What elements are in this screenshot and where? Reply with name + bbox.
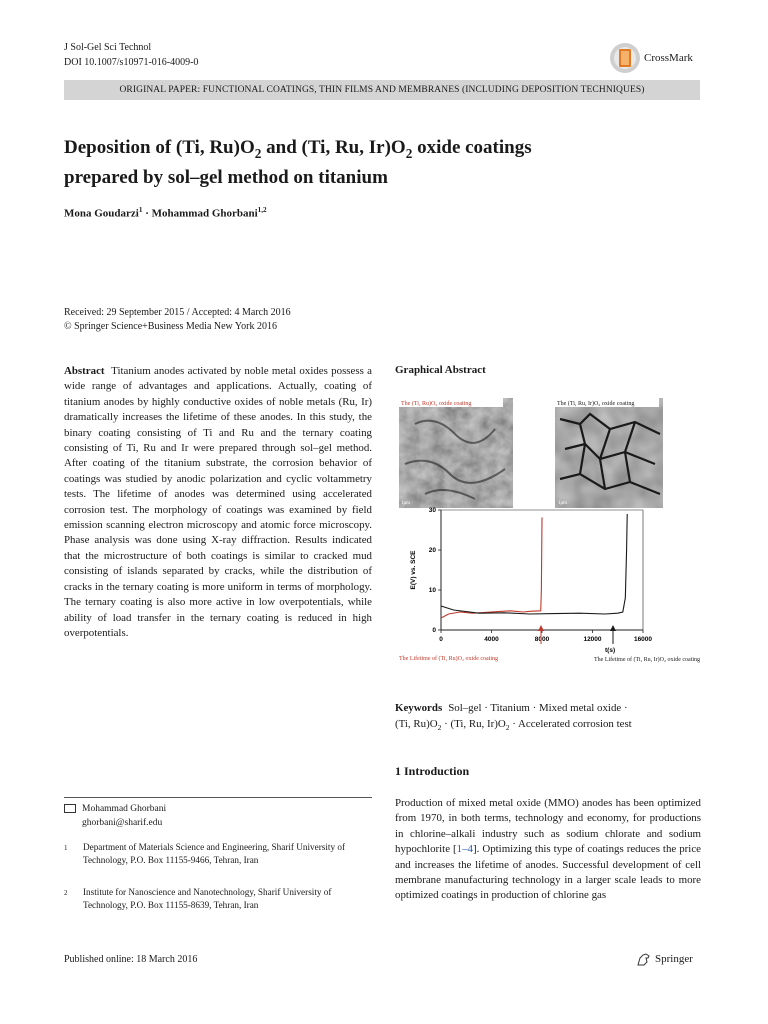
- affiliation-text: Institute for Nanoscience and Nanotechnology, Sharif University of Technology, P.O. Box 11155-8639, Tehran, Iran: [83, 887, 332, 910]
- footnote-divider: [64, 797, 372, 798]
- x-tick-label: 4000: [484, 636, 499, 643]
- sem-label-binary: The (Ti, Ru)O₂ oxide coating: [401, 401, 472, 407]
- caption-binary-lifetime: The Lifetime of (Ti, Ru)O₂ oxide coating: [399, 656, 499, 662]
- history-block: [64, 306, 291, 334]
- publisher-name: Springer: [655, 953, 693, 965]
- x-tick-label: 16000: [633, 636, 653, 643]
- series-line-2: [441, 514, 627, 614]
- y-tick-label: 10: [428, 587, 436, 594]
- author-name[interactable]: Mona Goudarzi: [64, 207, 139, 220]
- journal-name: J Sol-Gel Sci Technol: [64, 42, 152, 53]
- keywords-line2: (Ti, $Ru)O_2 \cdot (Ti$, Ru, $Ir)O_2$ · Accelerated corrosion test: [395, 718, 632, 733]
- lifetime-chart: [410, 507, 652, 654]
- graphical-abstract-title: Graphical Abstract: [395, 364, 486, 376]
- abstract-text: Titanium anodes activated by noble metal oxides possess a wide range of advantages and applications. Actually, coating of titanium anodes by highly conductive oxides of noble metals (Ru, Ir) dramatically increases the lifetime of these anodes. In this study, the binary coating consisting of Ti and Ru and the ternary coating consisting of Ti, Ru and Ir were prepared through sol–gel method. After coating of the titanium substrate, the corrosion behavior of coatings was studied by anodic polarization and cyclic voltammetry tests. The lifetime of anodes was determined using accelerated corrosion test. The morphology of coatings was examined by field emission scanning electron microscopy and atomic force microscopy. Phase analysis was done using X-ray diffraction. Results indicated that the microstructure of both coatings is similar to cracked mud consisting of islands separated by cracks, while the distribution of cracks in the ternary coating is more uniform in terms of morphology. The ternary coating is also more active in low overpotentials, while ability of load transfer in the ternary coating is reduced in high overpotentials.: [64, 365, 372, 639]
- graphical-abstract-svg: [395, 394, 715, 668]
- affiliation-text: Department of Materials Science and Engineering, Sharif University of Technology, P.O. Box 11155-9466, Tehran, Iran: [83, 842, 346, 865]
- crossmark-badge[interactable]: [609, 42, 693, 74]
- author-list: Mona Goudarzi$^1$ · Mohammad Ghorbani$^{1,2}$: [64, 206, 267, 220]
- corresponding-author: Mohammad Ghorbani: [82, 804, 167, 814]
- scale-bar-label: 1μm: [558, 501, 568, 506]
- affiliation-number: 1: [64, 844, 68, 852]
- scale-bar-label: 1μm: [401, 501, 411, 506]
- x-tick-label: 0: [439, 636, 443, 643]
- keywords-line1: Sol–gel · Titanium · Mixed metal oxide ·: [448, 702, 628, 714]
- series-line-1: [441, 518, 543, 618]
- springer-horse-icon: [636, 952, 652, 966]
- correspondence: [64, 802, 166, 830]
- graphical-abstract-figure: [395, 394, 715, 668]
- crossmark-label: CrossMark: [644, 52, 693, 64]
- abstract-label: Abstract: [64, 365, 105, 377]
- affiliation-number: 2: [64, 889, 68, 897]
- y-tick-label: 20: [428, 547, 436, 554]
- author-name[interactable]: Mohammad Ghorbani: [151, 207, 258, 220]
- corresponding-email[interactable]: ghorbani@sharif.edu: [82, 818, 163, 828]
- black-arrow-icon: [610, 625, 616, 644]
- publisher-logo: [636, 952, 693, 966]
- abstract: [64, 364, 372, 641]
- sem-image-binary: [399, 398, 513, 508]
- citation-link[interactable]: 1–4: [456, 843, 473, 856]
- keywords: [395, 700, 705, 736]
- y-axis-label: E(V) vs. SCE: [410, 550, 417, 590]
- x-axis-label: t(s): [605, 647, 616, 654]
- journal-doi[interactable]: DOI 10.1007/s10971-016-4009-0: [64, 57, 199, 68]
- paper-title: Deposition of (Ti, $Ru)O_2$ and (Ti, Ru, $Ir)O_2$ oxide coatings prepared by sol–gel method on titanium: [64, 137, 532, 188]
- published-date: Published online: 18 March 2016: [64, 954, 198, 965]
- sem-label-ternary: The (Ti, Ru, Ir)O₂ oxide coating: [557, 401, 635, 407]
- sem-image-ternary: [555, 398, 663, 508]
- received-dates: Received: 29 September 2015 / Accepted: 4 March 2016: [64, 307, 291, 318]
- y-tick-label: 30: [428, 507, 436, 514]
- keywords-label: Keywords: [395, 702, 443, 714]
- envelope-icon: [64, 804, 76, 813]
- section-heading-introduction: 1 Introduction: [395, 764, 470, 778]
- crossmark-icon: [609, 42, 641, 74]
- x-tick-label: 8000: [534, 636, 550, 643]
- y-tick-label: 0: [432, 627, 436, 634]
- journal-header: [64, 40, 198, 70]
- x-tick-label: 12000: [583, 636, 602, 643]
- copyright: © Springer Science+Business Media New York 2016: [64, 321, 277, 332]
- caption-ternary-lifetime: The Lifetime of (Ti, Ru, Ir)O₂ oxide coating: [594, 657, 701, 663]
- introduction-text: Production of mixed metal oxide (MMO) anodes has been optimized from 1970, in both terms, technology and economy, for productions in chlorine–alkali industry such as sodium chlorate and sodium hypochlorite [1–4]. Optimizing this type of coatings reduces the price and increases the lifetime of anodes. Successful development of cell membrane manufacturing technology in a larger scale leads to more optimized coatings in production of chlorine gas: [395, 797, 701, 902]
- section-banner: ORIGINAL PAPER: FUNCTIONAL COATINGS, THIN FILMS AND MEMBRANES (INCLUDING DEPOSITION TECHNIQUES): [64, 80, 700, 100]
